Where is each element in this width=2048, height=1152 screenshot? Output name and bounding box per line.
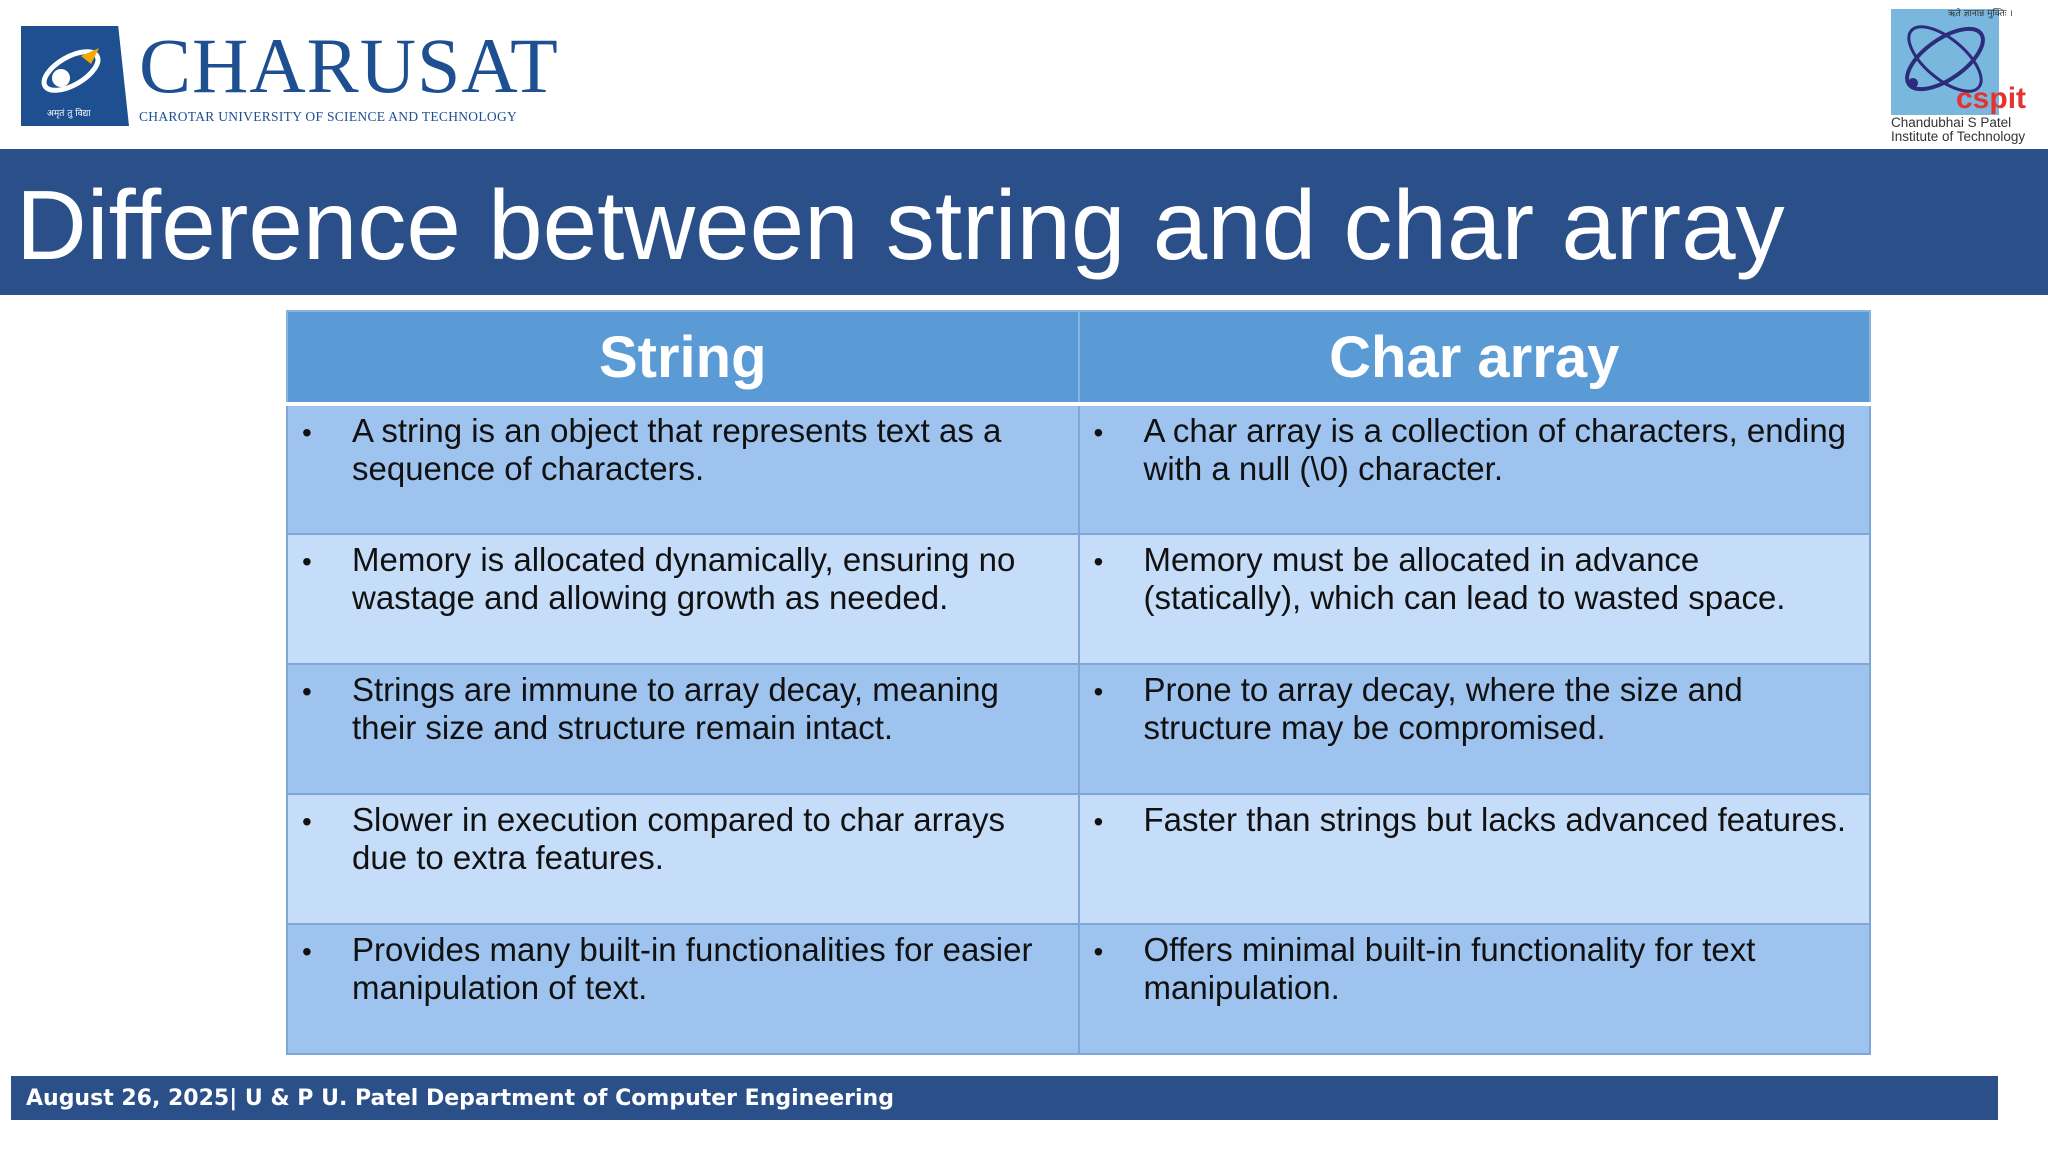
header-string: String: [287, 311, 1079, 404]
table-cell: [1079, 794, 1871, 924]
cell-text: Memory is allocated dynamically, ensuring no wastage and allowing growth as needed.: [352, 541, 1016, 616]
cell-text: Slower in execution compared to char arrays due to extra features.: [352, 801, 1005, 876]
cspit-tagline: ऋते ज्ञानान्न मुक्तिः ।: [1948, 9, 2013, 19]
bullet: •: [302, 806, 312, 837]
table-cell: [1079, 924, 1871, 1054]
cell-text: Prone to array decay, where the size and structure may be compromised.: [1143, 671, 1743, 746]
table-cell: [1079, 664, 1871, 794]
charusat-logo: [21, 22, 559, 126]
cell-text: Faster than strings but lacks advanced features.: [1143, 801, 1847, 838]
bullet: •: [1093, 936, 1104, 967]
table-row: [287, 534, 1870, 664]
cspit-logo: [1888, 6, 2038, 146]
bullet: •: [1093, 806, 1104, 837]
table-cell: [287, 664, 1079, 794]
slide-title: Difference between string and char array: [16, 170, 1785, 280]
table-cell: [287, 794, 1079, 924]
bullet: •: [302, 546, 312, 577]
table-row: [287, 404, 1870, 534]
bullet: •: [302, 676, 312, 707]
footer-text: August 26, 2025| U & P U. Patel Department of Computer Engineering: [26, 1085, 894, 1111]
table-row: [287, 794, 1870, 924]
cspit-mark: cspit: [1956, 82, 2027, 115]
cell-text: Memory must be allocated in advance (statically), which can lead to wasted space.: [1143, 541, 1786, 616]
footer-bar: [11, 1076, 1998, 1120]
cell-text: Strings are immune to array decay, meaning their size and structure remain intact.: [352, 671, 999, 746]
charusat-emblem-icon: [21, 26, 129, 126]
bullet: •: [302, 417, 312, 448]
cell-text: A char array is a collection of characters, ending with a null (\0) character.: [1143, 412, 1847, 487]
table-cell: [287, 534, 1079, 664]
bullet: •: [1093, 417, 1104, 448]
cell-text: Provides many built-in functionalities for easier manipulation of text.: [352, 931, 1033, 1006]
table-cell: [1079, 404, 1871, 534]
institute-name-line2: Institute of Technology: [1891, 129, 2026, 144]
emblem-motto: अमृतं तु विद्या: [47, 109, 91, 119]
bullet: •: [302, 936, 312, 967]
charusat-wordmark: CHARUSAT: [139, 22, 559, 109]
table-row: [287, 924, 1870, 1054]
comparison-table: [286, 310, 1871, 1055]
institute-name: [1891, 116, 2025, 144]
cell-text: A string is an object that represents text as a sequence of characters.: [352, 412, 1002, 487]
table-row: [287, 664, 1870, 794]
table-cell: [1079, 534, 1871, 664]
university-name: CHAROTAR UNIVERSITY OF SCIENCE AND TECHNOLOGY: [139, 109, 518, 124]
bullet: •: [1093, 546, 1104, 577]
table-cell: [287, 924, 1079, 1054]
header-char-array: Char array: [1079, 311, 1871, 404]
table-cell: [287, 404, 1079, 534]
cell-text: Offers minimal built-in functionality for text manipulation.: [1143, 931, 1756, 1006]
table-header-row: [287, 311, 1870, 404]
institute-name-line1: Chandubhai S Patel: [1891, 115, 2012, 130]
bullet: •: [1093, 676, 1104, 707]
